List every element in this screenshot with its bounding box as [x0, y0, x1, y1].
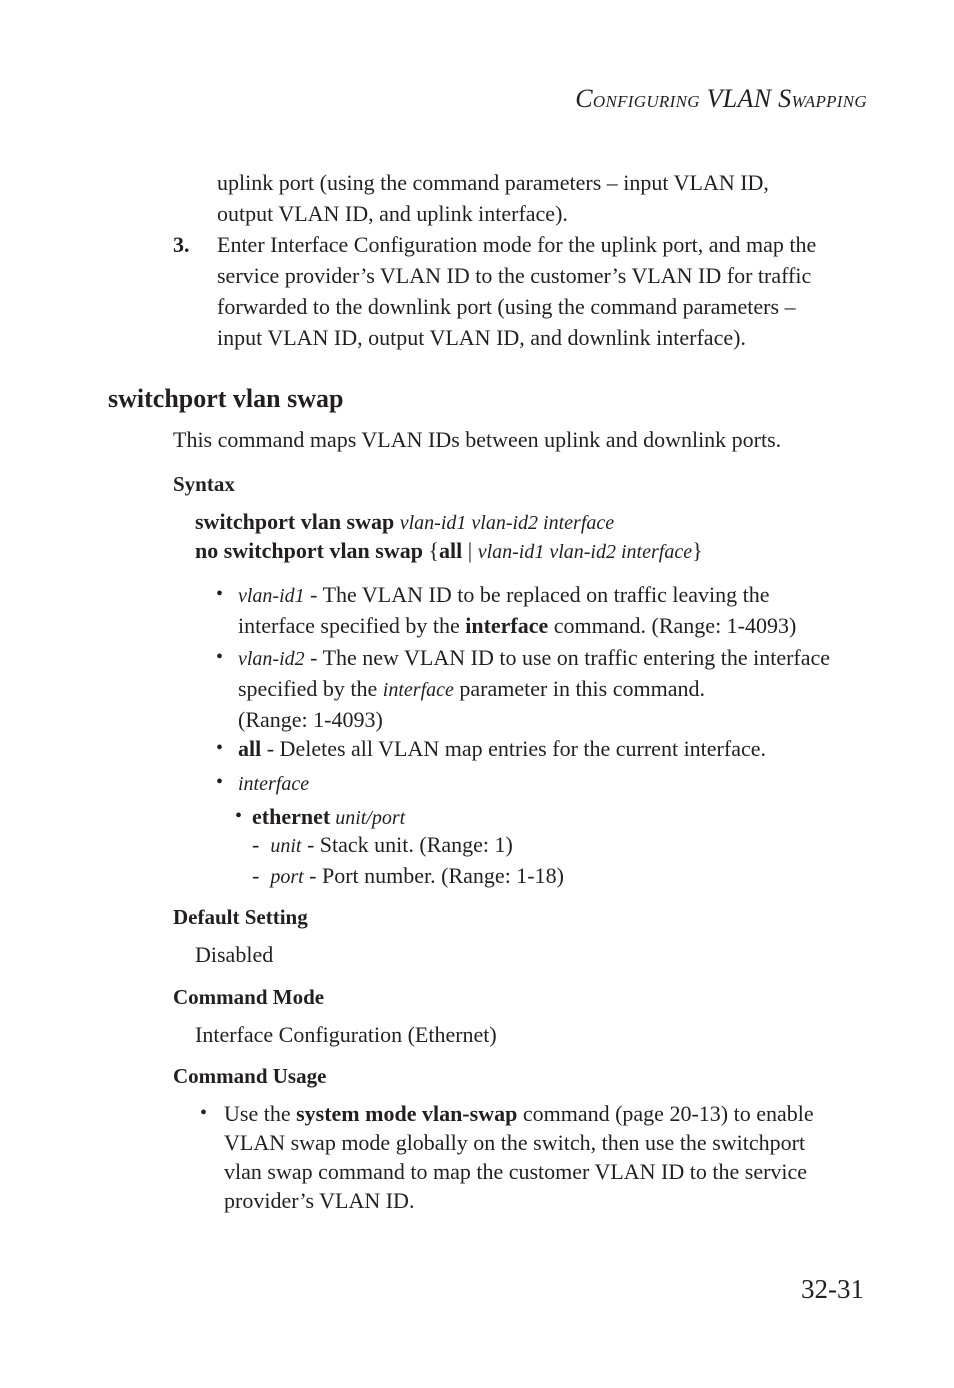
- default-setting-value: Disabled: [195, 942, 274, 967]
- section-title: switchport vlan swap: [108, 384, 344, 413]
- step3-line: Enter Interface Configuration mode for the uplink port, and map the: [217, 232, 817, 257]
- usage-text: vlan swap command to map the customer VLAN ID to the service: [224, 1159, 808, 1184]
- syntax-command: no switchport vlan swap: [195, 538, 423, 563]
- command-usage-heading: Command Usage: [173, 1064, 327, 1088]
- param-text: - The new VLAN ID to use on traffic entering the interface: [304, 645, 831, 670]
- param-port: [252, 861, 564, 892]
- syntax-line-2: [195, 535, 703, 568]
- syntax-keyword: all: [439, 538, 463, 563]
- param-term: port: [270, 866, 304, 888]
- param-text: - Deletes all VLAN map entries for the current interface.: [261, 736, 766, 761]
- param-text: - Stack unit. (Range: 1): [301, 832, 513, 857]
- syntax-brace: {: [428, 538, 440, 563]
- running-header: [575, 84, 867, 114]
- param-text: specified by the: [238, 676, 383, 701]
- dash: -: [252, 832, 260, 857]
- param-keyword: interface: [465, 613, 549, 638]
- syntax-args: vlan-id1 vlan-id2 interface: [399, 512, 615, 534]
- param-term: all: [238, 736, 262, 761]
- usage-text: command (page 20-13) to enable: [517, 1101, 814, 1126]
- param-term: vlan-id2: [238, 648, 305, 670]
- param-args: unit/port: [330, 807, 406, 829]
- param-vlan-id1: [238, 580, 796, 640]
- section-description: This command maps VLAN IDs between uplink and downlink ports.: [173, 427, 782, 452]
- param-text: interface specified by the: [238, 613, 466, 638]
- param-text: - The VLAN ID to be replaced on traffic leaving the: [304, 582, 770, 607]
- header-text: VLAN: [699, 84, 779, 113]
- command-mode-heading: Command Mode: [173, 985, 325, 1009]
- param-text: parameter in this command.: [453, 676, 705, 701]
- param-term: vlan-id1: [238, 585, 305, 607]
- param-vlan-id2: [238, 643, 830, 734]
- param-text: command. (Range: 1-4093): [548, 613, 797, 638]
- bullet-icon: •: [216, 583, 224, 605]
- param-unit: [252, 830, 513, 861]
- header-text: ONFIGURING: [592, 92, 700, 111]
- bullet-icon: •: [216, 646, 224, 668]
- syntax-brace: }: [692, 538, 703, 563]
- page-number: 32-31: [801, 1274, 864, 1304]
- param-term: unit: [270, 835, 302, 857]
- syntax-heading: Syntax: [173, 472, 235, 496]
- param-ethernet: [252, 802, 405, 833]
- usage-text: VLAN swap mode globally on the switch, then use the switchport: [224, 1130, 806, 1155]
- step3-line: service provider’s VLAN ID to the customer’s VLAN ID for traffic: [217, 263, 812, 288]
- param-keyword: interface: [382, 679, 454, 701]
- bullet-icon: •: [200, 1102, 208, 1124]
- dash: -: [252, 863, 260, 888]
- usage-bullet: [224, 1099, 814, 1215]
- step3-line: forwarded to the downlink port (using the command parameters –: [217, 294, 796, 319]
- param-all: [238, 734, 766, 763]
- intro-line-2: output VLAN ID, and uplink interface).: [217, 201, 568, 226]
- param-text: (Range: 1-4093): [238, 707, 383, 732]
- bullet-icon: •: [216, 771, 224, 793]
- default-setting-heading: Default Setting: [173, 905, 308, 929]
- step-number: 3.: [173, 232, 190, 257]
- step3-line: input VLAN ID, output VLAN ID, and downlink interface).: [217, 325, 746, 350]
- command-mode-value: Interface Configuration (Ethernet): [195, 1022, 497, 1047]
- usage-text: Use the: [224, 1101, 297, 1126]
- bullet-icon: •: [235, 805, 243, 827]
- syntax-pipe: |: [467, 538, 473, 563]
- header-text: WAPPING: [791, 92, 867, 111]
- syntax-command: switchport vlan swap: [195, 509, 395, 534]
- usage-text: provider’s VLAN ID.: [224, 1188, 415, 1213]
- param-interface: [238, 768, 309, 799]
- intro-line-1: uplink port (using the command parameters – input VLAN ID,: [217, 170, 769, 195]
- param-text: - Port number. (Range: 1-18): [303, 863, 564, 888]
- header-text: S: [778, 84, 792, 113]
- usage-keyword: system mode vlan-swap: [296, 1101, 518, 1126]
- header-text: C: [575, 84, 593, 113]
- bullet-icon: •: [216, 737, 224, 759]
- param-term: ethernet: [252, 804, 331, 829]
- syntax-args: vlan-id1 vlan-id2 interface: [477, 541, 693, 563]
- param-term: interface: [238, 773, 310, 795]
